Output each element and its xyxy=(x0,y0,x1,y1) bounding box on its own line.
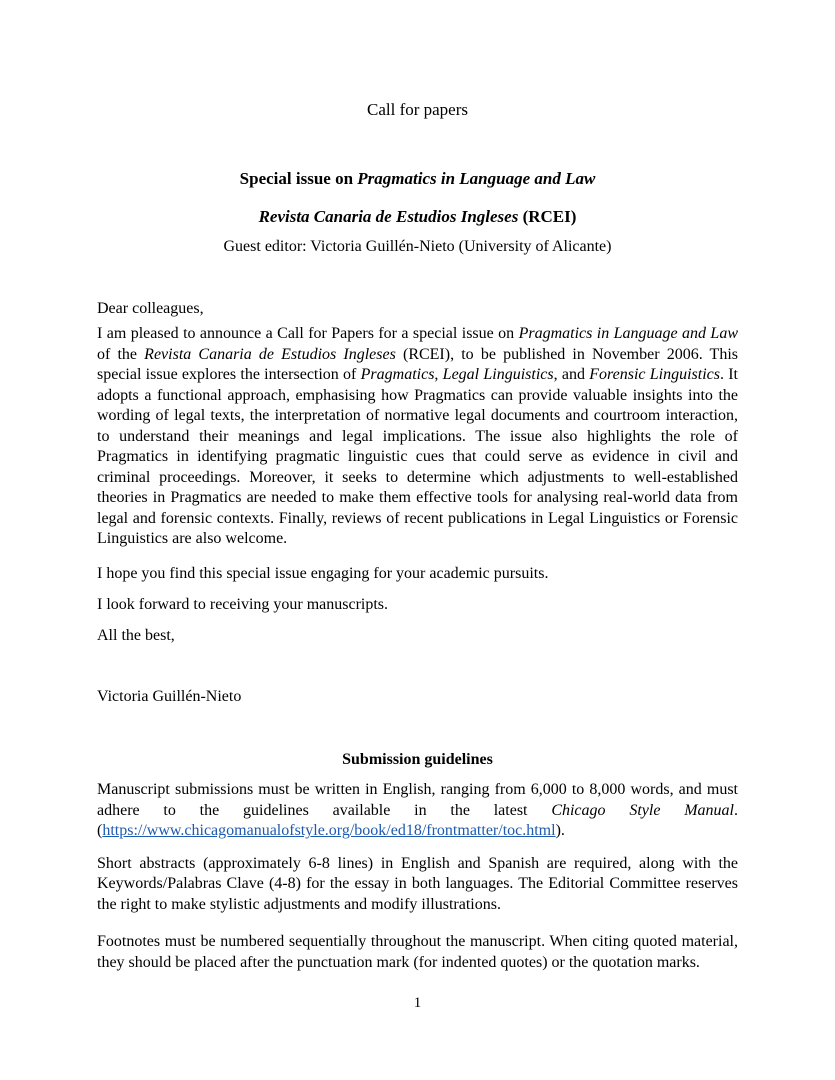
announcement-paragraph xyxy=(97,324,738,550)
chicago-manual-hyperlink[interactable]: https://www.chicagomanualofstyle.org/book/ed18/frontmatter/toc.html xyxy=(102,822,556,839)
closing-line: All the best, xyxy=(97,626,175,644)
guest-editor-line: Guest editor: Victoria Guillén-Nieto (University of Alicante) xyxy=(223,238,612,255)
text-run: Manuscript submissions must be written in English, ranging from 6,000 to 8,000 words, and must adhere to the guidelines available in the latest xyxy=(97,781,738,819)
page-footer xyxy=(0,994,835,1013)
text-run: ). xyxy=(555,822,565,839)
hope-line: I hope you find this special issue engaging for your academic pursuits. xyxy=(97,564,549,582)
text-run: Revista Canaria de Estudios Ingleses xyxy=(144,345,396,363)
text-run: Pragmatics in Language and Law xyxy=(357,169,596,188)
special-issue-heading xyxy=(97,168,738,190)
text-run: , and xyxy=(553,366,590,383)
footnotes-paragraph: Footnotes must be numbered sequentially throughout the manuscript. When citing quoted material, they should be placed after the punctuation mark (for indented quotes) or the quotation marks. xyxy=(97,933,738,971)
text-run: Forensic Linguistics xyxy=(589,366,720,383)
page-number: 1 xyxy=(413,995,422,1011)
journal-heading xyxy=(97,206,738,228)
text-run: I am pleased to announce a Call for Papers for a special issue on xyxy=(97,325,519,342)
forward-line: I look forward to receiving your manuscripts. xyxy=(97,596,389,613)
section-heading-submission-guidelines: Submission guidelines xyxy=(342,750,493,768)
text-run: Revista Canaria de Estudios Ingleses xyxy=(258,207,519,226)
manuscript-paragraph xyxy=(97,780,738,842)
text-run: Legal Linguistics xyxy=(442,366,554,383)
text-run: (RCEI), to be published in November 2006. This special issue explores the intersection of xyxy=(97,345,739,383)
abstracts-paragraph: Short abstracts (approximately 6-8 lines) in English and Spanish are required, along with the Keywords/Palabras Clave (4-8) for the essay in both languages. The Editorial Committee reserves the right to make stylistic adjustments and modify illustrations. xyxy=(97,854,738,913)
doc-title: Call for papers xyxy=(366,100,469,119)
text-run: Chicago Style Manual xyxy=(551,801,735,819)
text-run: of the xyxy=(97,345,145,363)
text-run: Special issue on xyxy=(239,169,358,188)
salutation: Dear colleagues, xyxy=(97,299,204,317)
text-run: . It adopts a functional approach, emphasising how Pragmatics can provide valuable insights into the wording of legal texts, the interpretation of normative legal documents and courtroom interaction, to understand their meanings and legal implications. The issue also highlights the role of Pragmatics in identifying pragmatic linguistic cues that could serve as evidence in civil and criminal proceedings. Moreover, it seeks to determine which adjustments to well-established theories in Pragmatics are needed to make them effective tools for analysing real-world data from legal and forensic contexts. Finally, reviews of recent publications in Legal Linguistics or Forensic Linguistics are also welcome. xyxy=(97,366,739,547)
text-run: , xyxy=(434,366,443,383)
text-run: Pragmatics xyxy=(360,366,435,383)
text-run: (RCEI) xyxy=(518,207,577,226)
signature: Victoria Guillén-Nieto xyxy=(97,688,242,705)
text-run: Pragmatics in Language and Law xyxy=(518,325,738,342)
text-run: . ( xyxy=(97,801,739,839)
